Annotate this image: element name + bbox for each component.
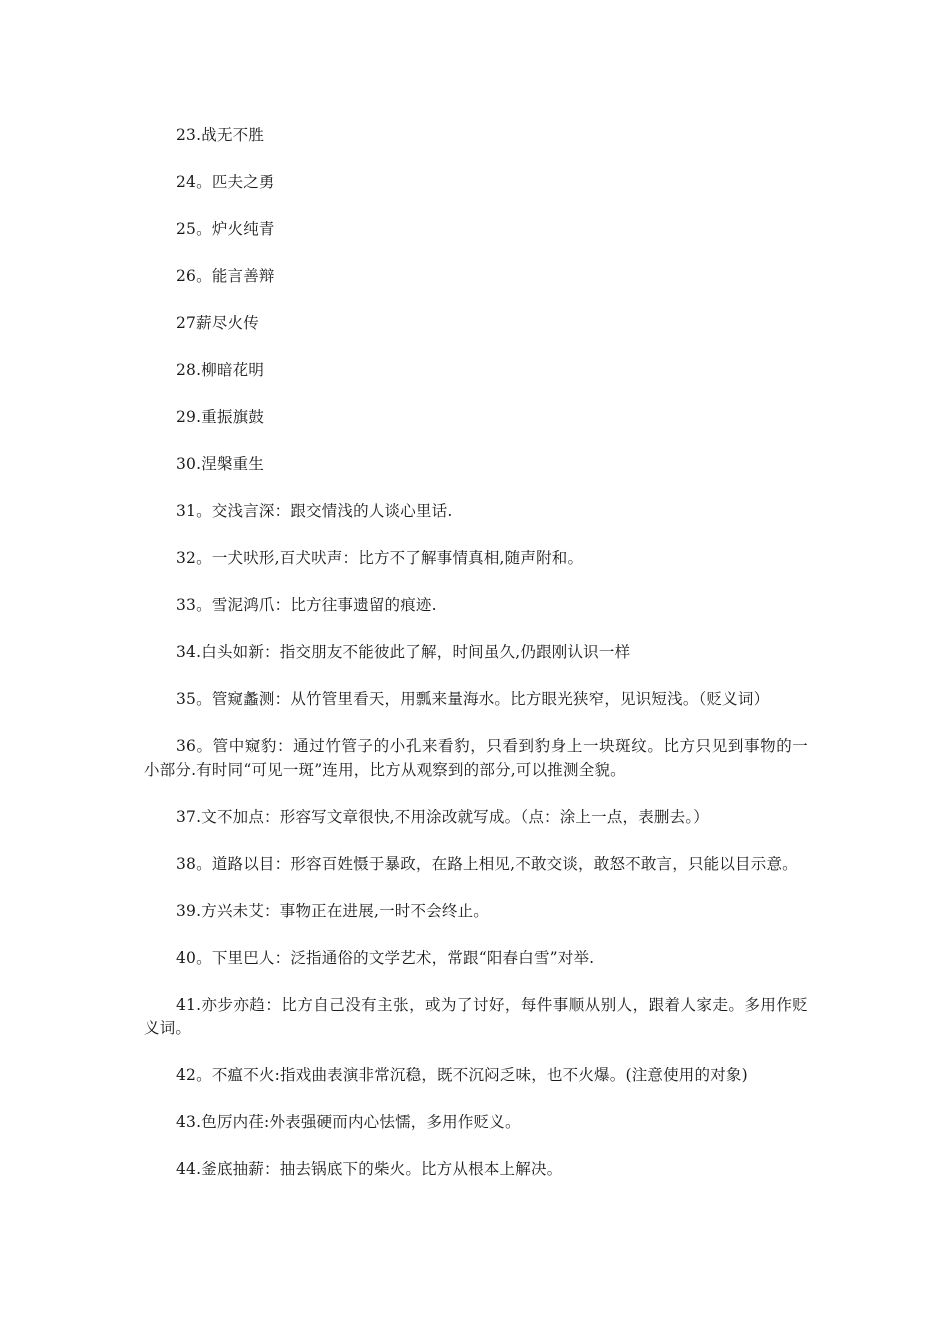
list-item: 42。不瘟不火:指戏曲表演非常沉稳，既不沉闷乏味，也不火爆。(注意使用的对象) xyxy=(176,1066,748,1084)
list-item: 31。交浅言深：跟交情浅的人谈心里话. xyxy=(176,502,453,520)
list-item: 35。管窥蠡测：从竹管里看天，用瓢来量海水。比方眼光狭窄，见识短浅。（贬义词） xyxy=(176,690,770,708)
list-item: 38。道路以目：形容百姓慑于暴政，在路上相见,不敢交谈，敢怒不敢言，只能以目示意。 xyxy=(176,854,798,873)
list-item: 26。能言善辩 xyxy=(176,267,275,285)
list-item: 23.战无不胜 xyxy=(176,126,265,144)
list-item: 25。炉火纯青 xyxy=(176,220,275,238)
list-item: 27薪尽火传 xyxy=(176,314,259,332)
list-item: 37.文不加点：形容写文章很快,不用涂改就写成。（点：涂上一点，表删去。） xyxy=(176,807,709,826)
list-item: 29.重振旗鼓 xyxy=(176,408,265,426)
list-item: 36。管中窥豹：通过竹管子的小孔来看豹，只看到豹身上一块斑纹。比方只见到事物的一小部分.有时同“可见一斑”连用，比方从观察到的部分,可以推测全貌。 xyxy=(144,737,808,779)
list-item: 40。下里巴人：泛指通俗的文学艺术，常跟“阳春白雪”对举. xyxy=(176,948,595,967)
idiom-list xyxy=(144,124,808,1182)
list-item: 44.釜底抽薪：抽去锅底下的柴火。比方从根本上解决。 xyxy=(176,1160,563,1178)
list-item: 24。匹夫之勇 xyxy=(176,173,275,191)
list-item: 33。雪泥鸿爪：比方往事遗留的痕迹. xyxy=(176,596,437,614)
list-item: 28.柳暗花明 xyxy=(176,361,265,379)
list-item: 30.涅槃重生 xyxy=(176,455,265,473)
list-item: 34.白头如新：指交朋友不能彼此了解，时间虽久,仍跟刚认识一样 xyxy=(176,643,631,661)
list-item: 43.色厉内荏:外表强硬而内心怯懦，多用作贬义。 xyxy=(176,1113,521,1131)
list-item: 32。一犬吠形,百犬吠声：比方不了解事情真相,随声附和。 xyxy=(176,549,584,567)
list-item: 39.方兴未艾：事物正在进展,一时不会终止。 xyxy=(176,901,489,920)
list-item: 41.亦步亦趋：比方自己没有主张，或为了讨好，每件事顺从别人，跟着人家走。多用作贬义词。 xyxy=(144,995,808,1037)
